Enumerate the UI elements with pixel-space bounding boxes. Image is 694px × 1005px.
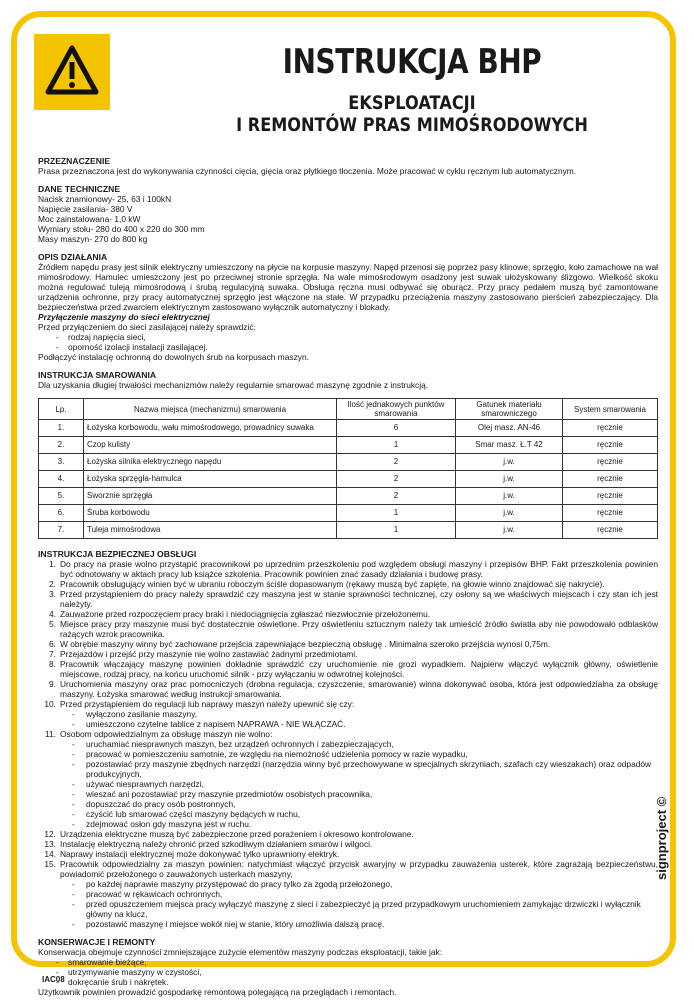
column-header: Nazwa miejsca (mechanizmu) smarowania: [84, 399, 337, 420]
numbered-item: [38, 609, 658, 619]
item-number: 12.: [44, 829, 56, 839]
item-text: Osobom odpowiedzialnym za obsługę maszyn nie wolno:: [60, 729, 273, 739]
page-subtitle: EKSPLOATACJI I REMONTÓW PRAS MIMOŚRODOWYCH: [236, 92, 588, 136]
table-row: [39, 437, 658, 454]
list-item: - oporność izolacji instalacji zasilającej.: [38, 342, 658, 352]
spec-line: Napięcie zasilania- 380 V: [38, 204, 133, 214]
section-heading: KONSERWACJE I REMONTY: [38, 937, 156, 947]
table-cell: 6: [337, 420, 456, 437]
numbered-item: [38, 589, 658, 609]
item-number: 7.: [49, 649, 56, 659]
item-text: Uruchomienia maszyny oraz prac pomocniczych (drobna regulacja, czyszczenie, smarowanie) winna dokonywać osoba, która jest odpowiedzialna za obsługę maszyny. Łożyska smarować według instrukcji smarowania.: [60, 679, 658, 699]
numbered-item: [38, 559, 658, 579]
sub-list-item: - dopuszczać do pracy osób postronnych,: [60, 799, 658, 809]
section-konserwacje: [38, 937, 658, 997]
numbered-item: [38, 619, 658, 639]
item-number: 8.: [49, 659, 56, 669]
table-cell: 5.: [39, 488, 84, 505]
item-text: Przed przystąpieniem do pracy należy sprawdzić czy maszyna jest w stanie sprawności technicznej, czy osłony są we właściwych miejscach i czy stan ich jest należyty.: [60, 589, 658, 609]
section-heading: INSTRUKCJA BEZPIECZNEJ OBSŁUGI: [38, 549, 197, 559]
section-text: Podłączyć instalację ochronną do dowolnych śrub na korpusach maszyn.: [38, 352, 309, 362]
spec-line: Nacisk znamionowy- 25, 63 i 100kN: [38, 194, 172, 204]
table-row: [39, 420, 658, 437]
numbered-item: [38, 839, 658, 849]
section-heading: OPIS DZIAŁANIA: [38, 252, 108, 262]
item-number: 11.: [44, 729, 56, 739]
table-header-row: [39, 399, 658, 420]
item-number: 1.: [49, 559, 56, 569]
table-cell: 4.: [39, 471, 84, 488]
table-row: [39, 471, 658, 488]
item-number: 10.: [44, 699, 56, 709]
item-number: 2.: [49, 579, 56, 589]
item-number: 14.: [44, 849, 56, 859]
table-cell: 2: [337, 454, 456, 471]
numbered-item: [38, 679, 658, 699]
section-heading: PRZEZNACZENIE: [38, 156, 111, 166]
item-number: 13.: [44, 839, 56, 849]
sub-list-item: - pracować w pomieszczeniu samotnie, ze względu na niemożność udzielenia pomocy w razie wypadku,: [60, 749, 658, 759]
item-text: Urządzenia elektryczne muszą być zabezpieczone przed porażeniem i okresowo kontrolowane.: [60, 829, 414, 839]
item-number: 4.: [49, 609, 56, 619]
item-number: 3.: [49, 589, 56, 599]
item-text: Do pracy na prasie wolno przystąpić pracownikowi po uprzednim przeszkoleniu pod względem obsługi maszyny i przepisów BHP. Fakt przeszkolenia powinien być odnotowany w aktach pracy lub książce szkolenia. Pracownik powinien znać zasady działania i budowę prasy.: [60, 559, 658, 579]
section-opis-dzialania: [38, 252, 658, 362]
section-obsluga: [38, 549, 658, 929]
table-cell: Olej masz. AN-46: [456, 420, 563, 437]
column-header: Lp.: [39, 399, 84, 420]
column-header: System smarowania: [563, 399, 658, 420]
item-text: Zauważone przed rozpoczęciem pracy braki i niedociągnięcia zgłaszać niezwłocznie przełożonemu.: [60, 609, 431, 619]
numbered-item: [38, 579, 658, 589]
sub-list-item: - pozostawić maszynę i miejsce wokół niej w stanie, który umożliwia dalszą pracę.: [60, 919, 658, 929]
list-item: - rodzaj napięcia sieci,: [38, 332, 658, 342]
column-header: Ilość jednakowych punktów smarowania: [337, 399, 456, 420]
table-cell: 2.: [39, 437, 84, 454]
table-row: [39, 505, 658, 522]
item-text: Miejsce pracy przy maszynie musi być dostatecznie oświetlone. Przy oświetleniu sztucznym należy tak umieścić źródło światła aby nie powodowało odblasków rażących wzrok pracownika.: [60, 619, 658, 639]
table-cell: Tuleja mimośrodowa: [84, 522, 337, 539]
section-text: Źródłem napędu prasy jest silnik elektryczny umieszczony na płycie na korpusie maszyny. Napęd przenosi się poprzez pasy klinowe, sprzęgło, koło zamachowe na wał mimośrodowy. Hamulec umieszczony jest po przeciwnej stronie sprzęgła. Na wale mimośrodowym osadzony jest suwak ułożyskowany ślizgowo. Wielkość skoku można regulować tuleją mimośrodową i śrubą regulacyjną suwaka. Obsługa ręczna musi odbywać się oburącz. Przy pracy pedałem muszą być zamontowane urządzenia ochronne, przy pracy automatycznej sprzęgło jest włączone na stałe. W przypadku przeciążenia maszyny zastosowano pierścień zabezpieczający. Dla bezpieczeństwa przed zwarciem elektrycznym zastosowano wyłącznik automatyczny i blokady.: [38, 262, 658, 312]
section-przeznaczenie: [38, 156, 658, 176]
section-text: Dla uzyskania długiej trwałości mechanizmów należy regularnie smarować maszynę zgodnie z instrukcją.: [38, 380, 429, 390]
sub-list-item: - używać niesprawnych narzędzi,: [60, 779, 658, 789]
table-cell: 7.: [39, 522, 84, 539]
warning-sign-icon: [34, 34, 110, 110]
page-title: INSTRUKCJA BHP: [282, 42, 542, 82]
list-item: - dokręcanie śrub i nakrętek.: [38, 977, 658, 987]
table-cell: 1: [337, 437, 456, 454]
item-text: Przed przystąpieniem do regulacji lub naprawy maszyn należy upewnić się czy:: [60, 699, 355, 709]
spec-line: Wymiary stołu- 280 do 400 x 220 do 300 mm: [38, 224, 205, 234]
section-text: Konserwacja obejmuje czynności zmniejszające zużycie elementów maszyny podczas eksploatacji, takie jak:: [38, 947, 443, 957]
table-row: [39, 454, 658, 471]
table-cell: j.w.: [456, 471, 563, 488]
table-cell: Śruba korbowodu: [84, 505, 337, 522]
table-cell: ręcznie: [563, 488, 658, 505]
table-cell: Łożyska sprzęgła-hamulca: [84, 471, 337, 488]
sub-heading: Przyłączenie maszyny do sieci elektrycznej: [38, 312, 210, 322]
item-text: Pracownik obsługujący winien być w ubraniu roboczym ściśle dopasowanym (rękawy muszą być zapięte, na głowie winno znajdować się nakrycie).: [60, 579, 605, 589]
item-number: 15.: [44, 859, 56, 869]
item-number: 6.: [49, 639, 56, 649]
section-text: Użytkownik powinien prowadzić gospodarkę remontową polegającą na przeglądach i remontach.: [38, 987, 397, 997]
item-text: Przejazdów i przejść przy maszynie nie wolno zastawiać żadnymi przedmiotami.: [60, 649, 358, 659]
sub-list-item: - wieszać ani pozostawiać przy maszynie przedmiotów osobistych pracownika,: [60, 789, 658, 799]
instruction-content: [38, 156, 658, 1005]
table-cell: 1: [337, 505, 456, 522]
sub-list-item: - czyścić lub smarować części maszyny będących w ruchu,: [60, 809, 658, 819]
lubrication-table: [38, 398, 658, 539]
table-cell: ręcznie: [563, 505, 658, 522]
sub-list-item: - zdejmować osłon gdy maszyna jest w ruchu.: [60, 819, 658, 829]
table-cell: Czop kulisty: [84, 437, 337, 454]
column-header: Gatunek materiału smarowniczego: [456, 399, 563, 420]
table-cell: Smar masz. Ł.T 42: [456, 437, 563, 454]
numbered-item: [38, 729, 658, 829]
section-heading: DANE TECHNICZNE: [38, 184, 121, 194]
sub-list-item: - przed opuszczeniem miejsca pracy wyłączyć maszynę z sieci i zabezpieczyć ją przed przypadkowym uruchomieniem zamykając drzwiczki i wyłącznik główny na klucz,: [60, 899, 658, 919]
table-row: [39, 488, 658, 505]
numbered-item: [38, 829, 658, 839]
item-number: 5.: [49, 619, 56, 629]
table-cell: j.w.: [456, 522, 563, 539]
table-cell: ręcznie: [563, 437, 658, 454]
section-dane-techniczne: [38, 184, 658, 244]
item-text: Pracownik odpowiedzialny za maszyn powinien: natychmiast włączyć przycisk awaryjny w przypadku zauważenia usterek, które zagrażają bezpieczeństwu, powiadomić przełożonego o zauważonych usterkach maszyny,: [60, 859, 658, 879]
brand-logo: signproject ©: [654, 796, 669, 880]
sub-list-item: - uruchamiać niesprawnych maszyn, bez urządzeń ochronnych i zabezpieczających,: [60, 739, 658, 749]
numbered-item: [38, 639, 658, 649]
sub-list-item: - wyłączono zasilanie maszyny,: [60, 709, 658, 719]
table-cell: ręcznie: [563, 522, 658, 539]
table-cell: ręcznie: [563, 454, 658, 471]
sub-list-item: - pracować w rękawicach ochronnych,: [60, 889, 658, 899]
section-smarowanie: [38, 370, 658, 539]
table-cell: Łożyska silnika elektrycznego napędu: [84, 454, 337, 471]
table-cell: 1: [337, 522, 456, 539]
numbered-item: [38, 859, 658, 929]
table-cell: 2: [337, 471, 456, 488]
list-item: - utrzymywanie maszyny w czystości,: [38, 967, 658, 977]
numbered-item: [38, 849, 658, 859]
numbered-item: [38, 699, 658, 729]
section-text: Przed przyłączeniem do sieci zasilającej należy sprawdzić:: [38, 322, 256, 332]
table-cell: Łożyska korbowodu, wału mimośrodowego, prowadnicy suwaka: [84, 420, 337, 437]
table-cell: j.w.: [456, 454, 563, 471]
spec-line: Moc zainstalowana- 1,0 kW: [38, 214, 141, 224]
document-code: IAC08: [42, 975, 65, 984]
numbered-item: [38, 659, 658, 679]
table-cell: Sworznie sprzęgła: [84, 488, 337, 505]
table-cell: 2: [337, 488, 456, 505]
table-cell: ręcznie: [563, 471, 658, 488]
numbered-item: [38, 649, 658, 659]
sub-list-item: - umieszczono czytelne tablice z napisem NAPRAWA - NIE WŁĄCZAĆ.: [60, 719, 658, 729]
item-number: 9.: [49, 679, 56, 689]
table-cell: 6.: [39, 505, 84, 522]
table-cell: ręcznie: [563, 420, 658, 437]
section-text: Prasa przeznaczona jest do wykonywania czynności cięcia, gięcia oraz płytkiego tłoczenia. Może pracować w cyklu ręcznym lub automatycznym.: [38, 166, 577, 176]
spec-line: Masy maszyn- 270 do 800 kg: [38, 234, 148, 244]
sub-list-item: - pozostawiać przy maszynie zbędnych narzędzi (narzędzia winny być przechowywane w specjalnych skrzyniach, szafach czy wieszakach) oraz odpadów produkcyjnych,: [60, 759, 658, 779]
sub-list-item: - po każdej naprawie maszyny przystępować do pracy tylko za zgodą przełożonego,: [60, 879, 658, 889]
table-cell: 1.: [39, 420, 84, 437]
table-cell: j.w.: [456, 505, 563, 522]
table-cell: j.w.: [456, 488, 563, 505]
section-heading: INSTRUKCJA SMAROWANIA: [38, 370, 157, 380]
item-text: Instalację elektryczną należy chronić przed szkodliwym działaniem smarów i wilgoci.: [60, 839, 373, 849]
item-text: Pracownik włączający maszynę powinien dokładnie sprawdzić czy uruchomienie nie grozi wypadkiem. Najpierw włączyć wyłącznik główny, oświetlenie miejscowe, rodzaj pracy, na końcu uruchomić silnik - przy wyłączaniu w odwrotnej kolejności.: [60, 659, 658, 679]
item-text: Naprawy instalacji elektrycznej może dokonywać tylko uprawniony elektryk.: [60, 849, 340, 859]
list-item: - smarowanie bieżące,: [38, 957, 658, 967]
table-row: [39, 522, 658, 539]
item-text: W obrębie maszyny winny być zachowane przejścia zapewniające bezpieczną obsługę . Minimalna szeroko przejścia wynosi 0,75m.: [60, 639, 551, 649]
safety-rules-list: [38, 559, 658, 929]
table-cell: 3.: [39, 454, 84, 471]
